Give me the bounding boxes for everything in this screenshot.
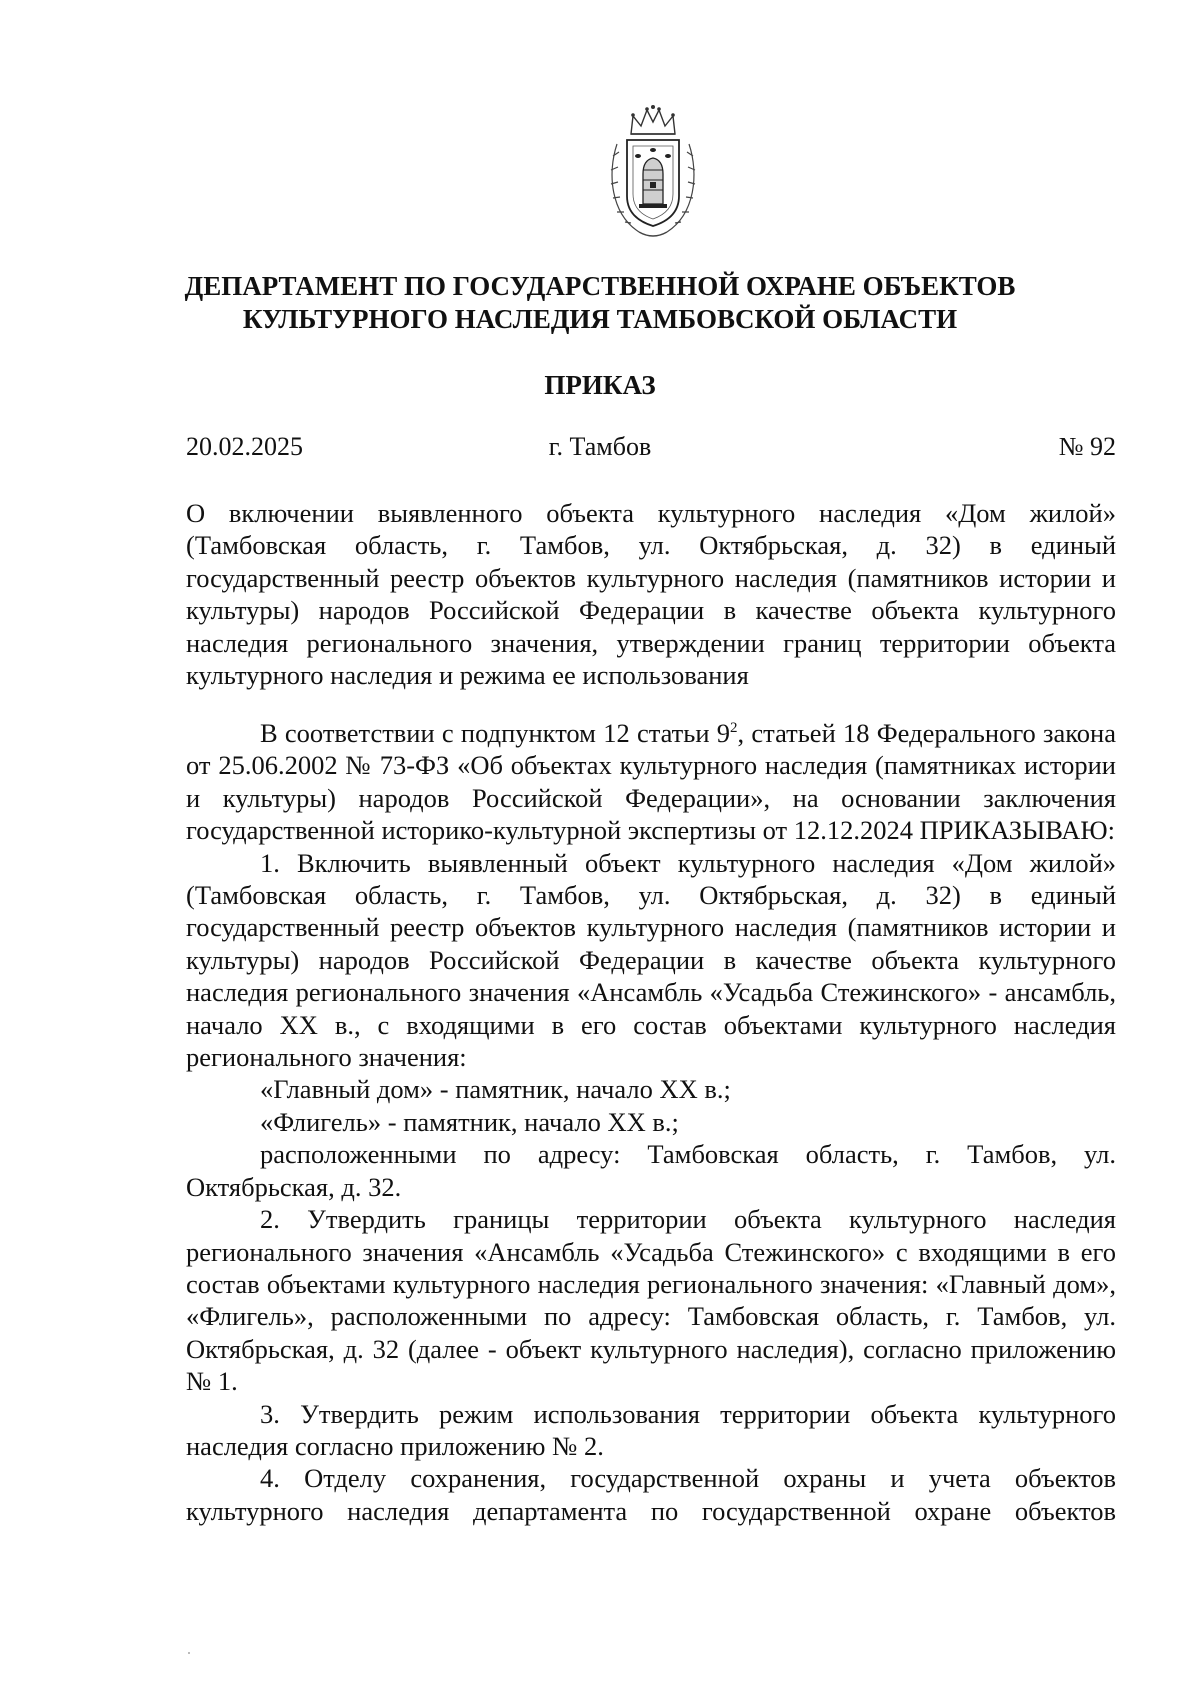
department-name [150, 270, 1050, 336]
order-city: г. Тамбов [548, 432, 652, 461]
department-line-1: ДЕПАРТАМЕНТ ПО ГОСУДАРСТВЕННОЙ ОХРАНЕ ОБЪЕКТОВ [184, 271, 1016, 301]
scan-artifact [188, 1652, 190, 1654]
item-1-sub-main-house: «Главный дом» - памятник, начало XX в.; [260, 1074, 731, 1105]
document-type: ПРИКАЗ [544, 370, 656, 400]
order-title: О включении выявленного объекта культурного наследия «Дом жилой» (Тамбовская область, г. Тамбов, ул. Октябрьская, д. 32) в единый государственный реестр объектов культурного наследия (памятников истории и культуры) народов Российской Федерации в качестве объекта культурного наследия регионального значения, утверждении границ территории объекта культурного наследия и режима ее использования [186, 498, 1116, 691]
item-3: 3. Утвердить режим использования территории объекта культурного наследия согласно приложению № 2. [186, 1398, 1116, 1461]
order-date: 20.02.2025 [186, 432, 303, 461]
item-4: 4. Отделу сохранения, государственной охраны и учета объектов культурного наследия департамента по государственной охране объектов [186, 1463, 1116, 1526]
coat-of-arms-icon [603, 104, 703, 244]
preamble-part1: В соответствии с подпунктом 12 статьи 9 [260, 718, 731, 748]
department-line-2: КУЛЬТУРНОГО НАСЛЕДИЯ ТАМБОВСКОЙ ОБЛАСТИ [242, 304, 958, 334]
item-1-sub-address: расположенными по адресу: Тамбовская область, г. Тамбов, ул. Октябрьская, д. 32. [186, 1139, 1116, 1202]
item-1-sub-outbuilding: «Флигель» - памятник, начало XX в.; [260, 1106, 679, 1137]
order-number: № 92 [1058, 432, 1116, 461]
preamble-part2: , статьей 18 Федерального закона от 25.06.2002 № 73-ФЗ «Об объектах культурного наследия (памятниках истории и культуры) народов Российской Федерации», на основании заключения государственной историко-культурной экспертизы от 12.12.2024 ПРИКАЗЫВАЮ: [186, 718, 1116, 846]
item-1: 1. Включить выявленный объект культурного наследия «Дом жилой» (Тамбовская область, г. Тамбов, ул. Октябрьская, д. 32) в единый государственный реестр объектов культурного наследия (памятников истории и культуры) народов Российской Федерации в качестве объекта культурного наследия регионального значения «Ансамбль «Усадьба Стежинского» - ансамбль, начало XX в., с входящими в его состав объектами культурного наследия регионального значения: [186, 847, 1116, 1073]
preamble-superscript: 2 [730, 720, 738, 737]
item-2: 2. Утвердить границы территории объекта культурного наследия регионального значения «Ансамбль «Усадьба Стежинского» с входящими в его состав объектами культурного наследия регионального значения: «Главный дом», «Флигель», расположенными по адресу: Тамбовская область, г. Тамбов, ул. Октябрьская, д. 32 (далее - объект культурного наследия), согласно приложению № 1. [186, 1204, 1116, 1397]
preamble [186, 717, 1116, 847]
order-body [186, 717, 1116, 1527]
